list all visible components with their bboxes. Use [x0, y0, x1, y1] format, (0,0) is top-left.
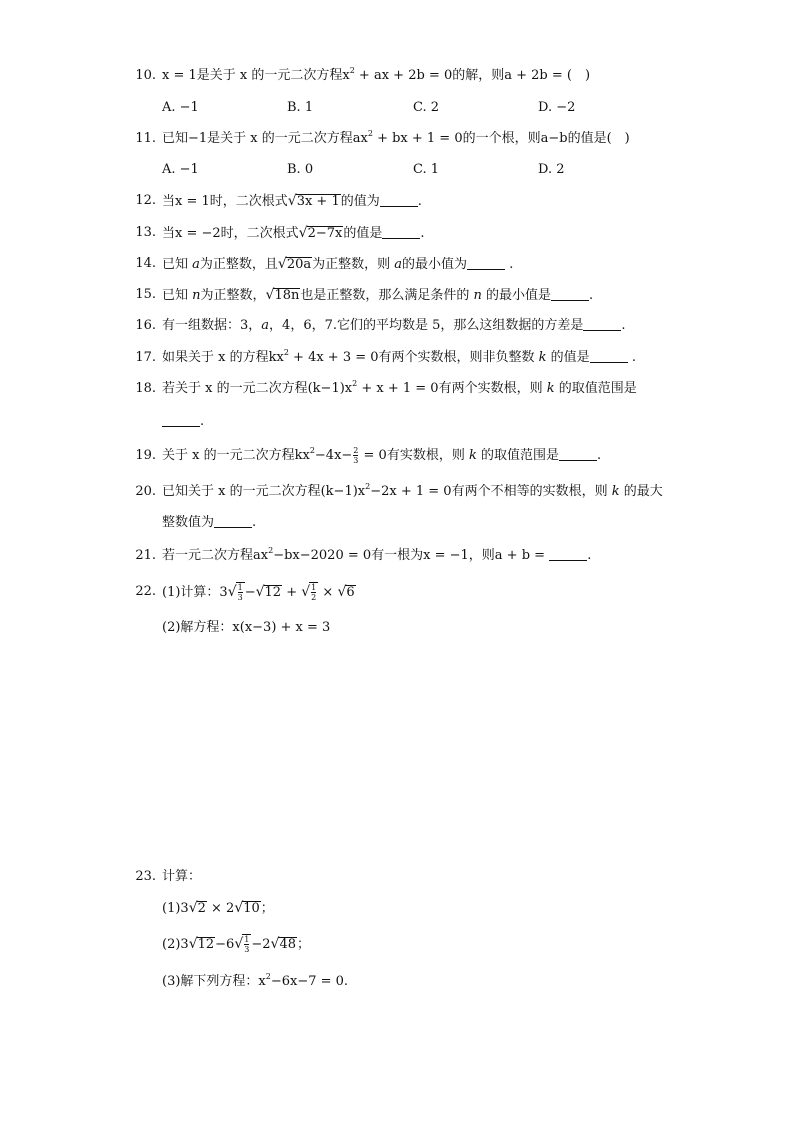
question-number: 14. [135, 256, 156, 271]
radicand: 10 [243, 901, 260, 916]
question-number: 12. [135, 193, 156, 208]
answer-blank [551, 288, 589, 301]
radicand: 2−7x [307, 226, 343, 241]
answer-blank [162, 414, 200, 427]
option-d: D. 2 [538, 162, 565, 177]
question-number: 15. [135, 287, 156, 302]
answer-blank [467, 257, 505, 270]
option-c: C. 1 [413, 162, 440, 177]
question-number: 16. [135, 318, 156, 333]
radicand: 3x + 1 [296, 194, 340, 209]
question-number: 13. [135, 225, 156, 240]
radicand: $\frac{1}{3}$ [237, 583, 243, 602]
radicand: 12 [264, 585, 282, 600]
answer-blank [214, 515, 252, 528]
question-number: 18. [135, 381, 156, 396]
fraction: $\frac{2}{3}$ [353, 446, 359, 465]
option-b: B. 1 [287, 100, 314, 115]
answer-blank [549, 548, 587, 561]
answer-blank [559, 448, 597, 461]
radicand: 6 [346, 585, 355, 600]
question-number: 22. [135, 584, 156, 599]
radicand: 2 [197, 901, 206, 916]
option-c: C. 2 [413, 100, 440, 115]
answer-blank [590, 350, 628, 363]
question-number: 21. [135, 548, 156, 563]
question-number: 10. [135, 68, 156, 83]
option-d: D. −2 [538, 100, 576, 115]
answer-blank [382, 226, 420, 239]
radicand: 20a [286, 257, 312, 272]
radicand: 48 [279, 937, 296, 952]
question-number: 11. [135, 131, 156, 146]
radicand: $\frac{1}{3}$ [244, 935, 250, 954]
option-b: B. 0 [287, 162, 314, 177]
question-number: 19. [135, 448, 156, 463]
question-number: 17. [135, 350, 156, 365]
radicand: 18n [274, 288, 300, 303]
option-a: A. −1 [162, 100, 199, 115]
radicand: 12 [197, 937, 215, 952]
option-a: A. −1 [162, 162, 199, 177]
question-number: 20. [135, 484, 156, 499]
radicand: $\frac{1}{2}$ [311, 583, 317, 602]
answer-blank [380, 194, 418, 207]
answer-blank [583, 318, 621, 331]
question-number: 23. [135, 869, 156, 884]
